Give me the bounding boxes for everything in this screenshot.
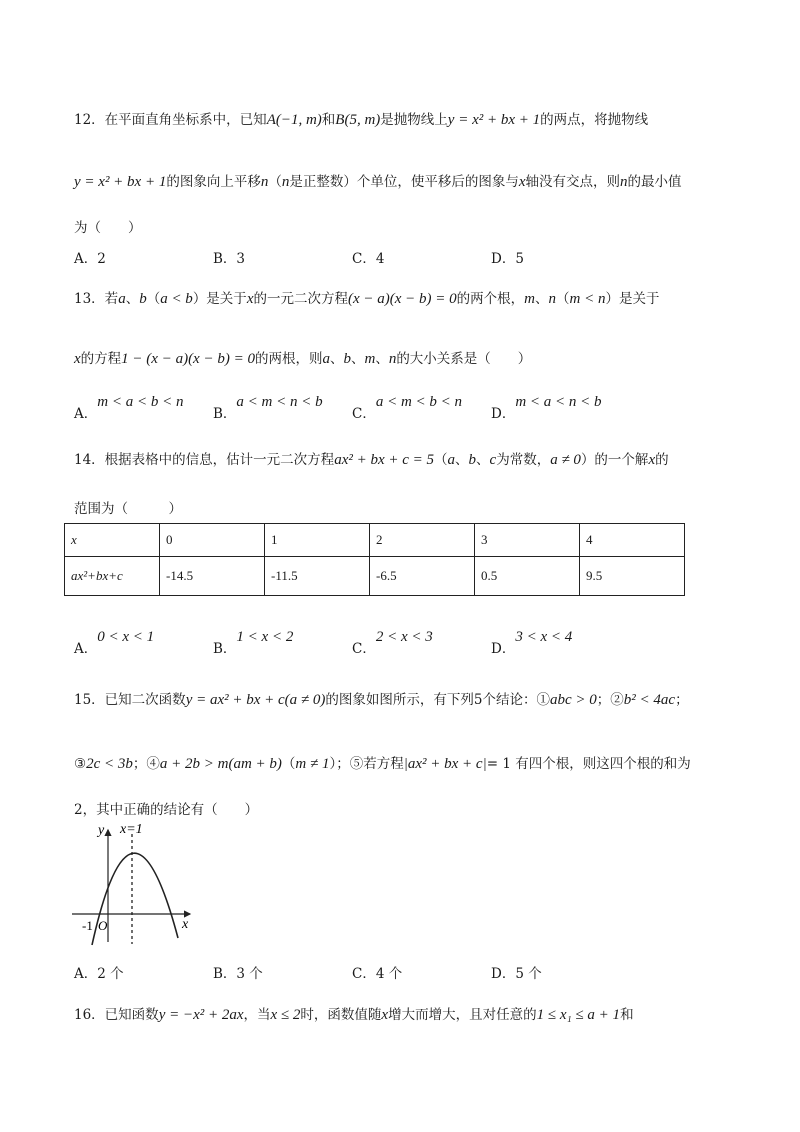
q13-option-b: B．a < m < n < b: [213, 394, 323, 422]
table-cell: 2: [370, 524, 475, 557]
q12-option-c: C．4: [352, 251, 385, 267]
parabola-eq: y = x² + bx + 1: [447, 112, 541, 128]
parabola-graph: [70, 820, 200, 948]
table-row: [65, 557, 685, 596]
x-axis-label: x: [182, 917, 189, 932]
q16-line1: 16．已知函数y = −x² + 2ax，当x ≤ 2时，函数值随x增大而增大，且对任意的1 ≤ x₁ ≤ a + 1和: [74, 1007, 634, 1023]
q14-option-a: A．0 < x < 1: [74, 629, 155, 657]
q12-option-a: A．2: [74, 251, 106, 267]
table-cell: -11.5: [265, 557, 370, 596]
symmetry-label: x=1: [120, 822, 143, 837]
q12-line3: 为（ ）: [74, 220, 142, 236]
q14-option-c: C．2 < x < 3: [352, 629, 433, 657]
table-cell: ax²+bx+c: [65, 557, 160, 596]
q12-option-d: D．5: [491, 251, 524, 267]
q13-option-c: C．a < m < b < n: [352, 394, 463, 422]
table-row: [65, 524, 685, 557]
origin-label: O: [98, 918, 108, 933]
q13-option-a: A．m < a < b < n: [74, 394, 184, 422]
q13-line1: 13．若a、b（a < b）是关于x的一元二次方程(x − a)(x − b) = 0的两个根，m、n（m < n）是关于: [74, 291, 660, 307]
q14-line1: 14．根据表格中的信息，估计一元二次方程ax² + bx + c = 5（a、b、c为常数，a ≠ 0）的一个解x的: [74, 452, 669, 468]
table-cell: 3: [475, 524, 580, 557]
table-cell: 0.5: [475, 557, 580, 596]
q12-line2: y = x² + bx + 1的图象向上平移n（n是正整数）个单位，使平移后的图象与x轴没有交点，则n的最小值: [74, 174, 682, 190]
q14-value-table: [64, 523, 685, 596]
table-cell: -6.5: [370, 557, 475, 596]
q14-options: [74, 625, 754, 655]
q15-option-a: A．2 个: [74, 966, 124, 982]
q13-option-d: D．m < a < n < b: [491, 394, 602, 422]
q14-line2: 范围为（ ）: [74, 501, 182, 517]
table-cell: 1: [265, 524, 370, 557]
table-cell: -14.5: [160, 557, 265, 596]
q12-line1: 12．在平面直角坐标系中，已知A(−1, m)和B(5, m)是抛物线上y = x² + bx + 1的两点，将抛物线: [74, 112, 649, 128]
point-b: B(5, m): [335, 112, 381, 128]
table-cell: 9.5: [580, 557, 685, 596]
table-cell: 0: [160, 524, 265, 557]
q13-options: [74, 390, 754, 420]
q15-line2: ③2c < 3b；④a + 2b > m(am + b)（m ≠ 1）；⑤若方程|ax² + bx + c|= 1 有四个根，则这四个根的和为: [74, 756, 691, 772]
q13-line2: x的方程1 − (x − a)(x − b) = 0的两根，则a、b、m、n的大小关系是（ ）: [74, 351, 532, 367]
q12-option-b: B．3: [213, 251, 246, 267]
q14-option-b: B．1 < x < 2: [213, 629, 294, 657]
point-a: A(−1, m): [266, 112, 322, 128]
table-cell: x: [65, 524, 160, 557]
y-axis-label: y: [98, 823, 105, 838]
q14-option-d: D．3 < x < 4: [491, 629, 573, 657]
q15-line3: 2，其中正确的结论有（ ）: [74, 802, 259, 818]
q15-option-d: D．5 个: [491, 966, 542, 982]
q15-line1: 15．已知二次函数y = ax² + bx + c(a ≠ 0)的图象如图所示，有下列5个结论：①abc > 0；②b² < 4ac；: [74, 692, 689, 708]
neg-one-label: -1: [82, 918, 93, 933]
table-cell: 4: [580, 524, 685, 557]
q15-option-b: B．3 个: [213, 966, 263, 982]
q15-option-c: C．4 个: [352, 966, 403, 982]
